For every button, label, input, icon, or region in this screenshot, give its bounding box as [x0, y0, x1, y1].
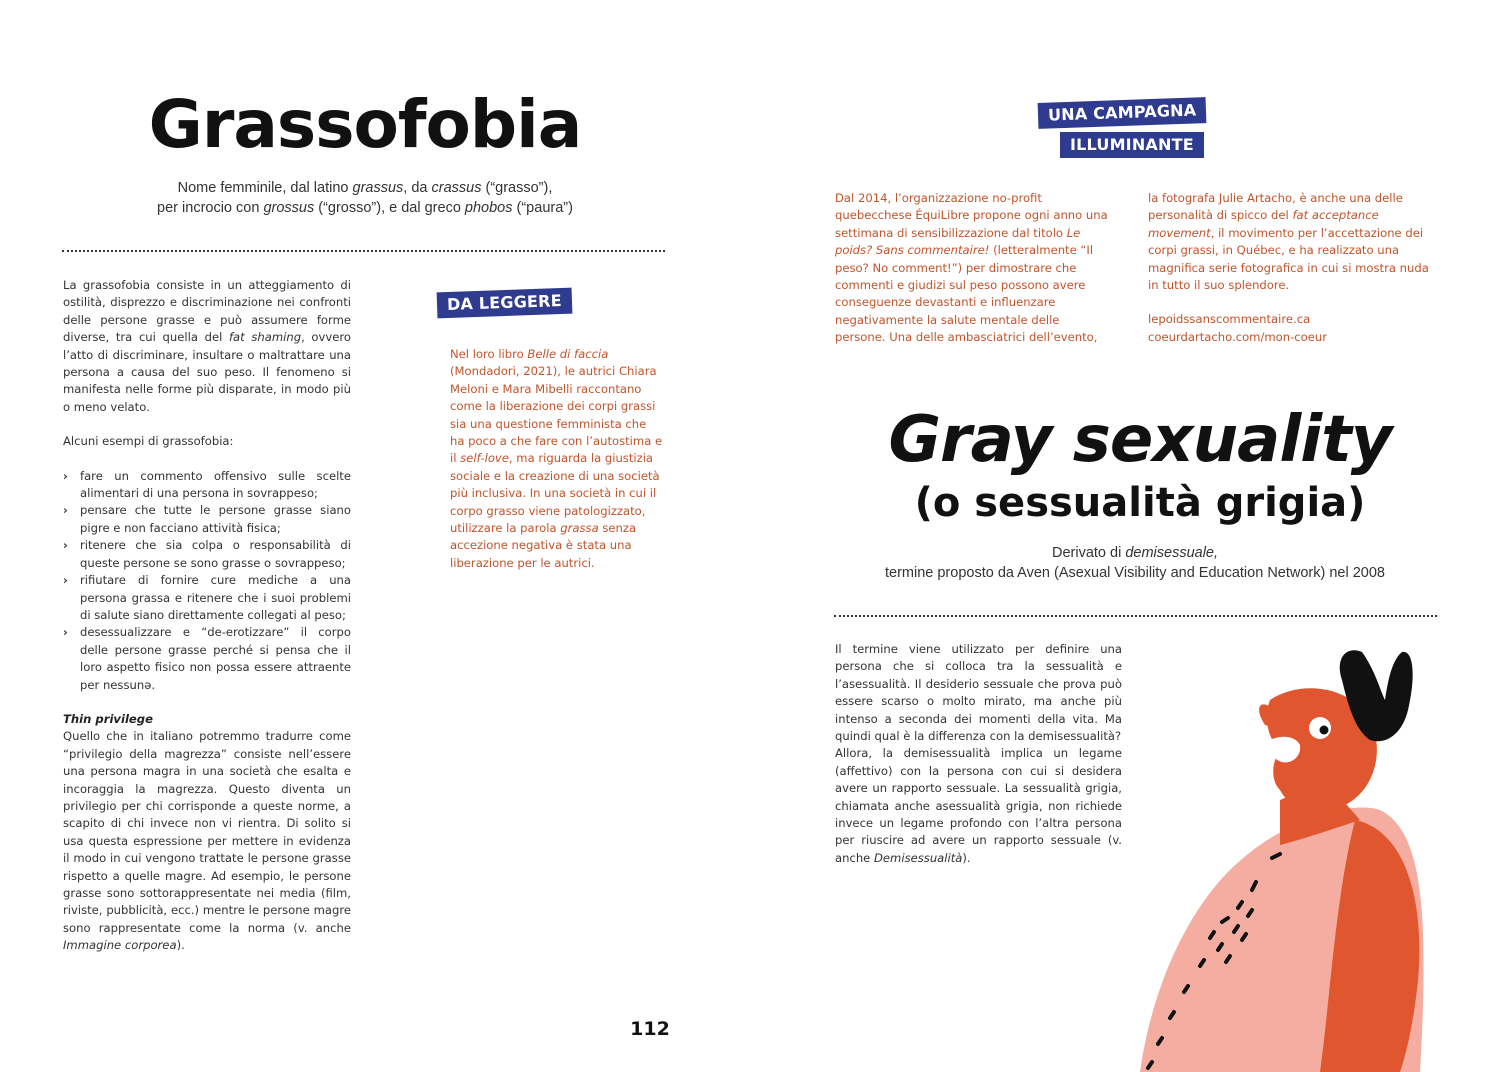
list-item: › fare un commento offensivo sulle scelte alimentari di una persona in sovrappeso;	[63, 468, 351, 501]
page-number: 112	[630, 1018, 670, 1040]
list-item: › pensare che tutte le persone grasse siano pigre e non facciano attività fisica;	[63, 503, 351, 535]
page-title-grassofobia: Grassofobia	[148, 86, 582, 163]
chevron-right-icon: ›	[63, 538, 68, 553]
figure-pupil	[1320, 726, 1329, 735]
campaign-column-2: la fotografa Julie Artacho, è anche una delle personalità di spicco del fat acceptance movement, il movimento per l’accettazione dei corpi grassi, in Québec, e ha realizzato una magnifica serie fotografica in cui si mostra nuda in tutto il suo splendore. lepoidssanscommentaire.ca coeurdartacho.com/mon-coeur	[1148, 190, 1433, 346]
campaign-link-2[interactable]: coeurdartacho.com/mon-coeur	[1148, 329, 1327, 344]
chevron-right-icon: ›	[63, 503, 68, 518]
list-item: › ritenere che sia colpa o responsabilità di queste persone se sono grasse o sovrappeso;	[63, 538, 351, 570]
page-title-gray-sexuality: Gray sexuality (o sessualità grigia)	[888, 403, 1392, 526]
examples-list	[63, 468, 351, 694]
campaign-column-1: Dal 2014, l’organizzazione no-profit quebecchese ÉquiLibre propone ogni anno una settimana di sensibilizzazione dal titolo Le poids? Sans commentaire! (letteralmente “Il peso? No comment!”) per dimostrare che commenti e giudizi sul peso possono avere conseguenze devastanti e influenzare negativamente la salute mentale delle persone. Una delle ambasciatrici dell’evento,	[835, 191, 1108, 345]
campaign-label-2: ILLUMINANTE	[1060, 132, 1204, 158]
chevron-right-icon: ›	[63, 468, 68, 483]
left-main-column	[63, 277, 351, 955]
chevron-right-icon: ›	[63, 625, 68, 640]
thin-privilege-heading: Thin privilege	[63, 711, 153, 726]
chevron-right-icon: ›	[63, 573, 68, 588]
examples-heading: Alcuni esempi di grassofobia:	[63, 434, 234, 449]
thin-privilege-paragraph: Quello che in italiano potremmo tradurre come “privilegio della magrezza” consiste nell’essere una persona magra in una società che esalta e incoraggia la magrezza. Questo diventa un privilegio per chi corrisponde a queste norme, a scapito di chi invece non vi rientra. Di solito si usa questa espressione per mettere in evidenza il modo in cui vengono trattate le persone grasse rispetto a quelle magre. Ad esempio, le persone grasse sono sottorappresentate nei media (film, riviste, pubblicità, ecc.) mentre le persone magre sono rappresentate come la norma (v. anche Immagine corporea).	[63, 729, 351, 953]
illustration-figure	[1130, 640, 1430, 1072]
list-item: › rifiutare di fornire cure mediche a una persona grassa e ritenere che i suoi problemi di salute siano direttamente collegati al peso;	[63, 573, 351, 622]
campaign-label-1: UNA CAMPAGNA	[1038, 97, 1207, 129]
reading-label: DA LEGGERE	[437, 288, 573, 319]
divider	[62, 250, 665, 252]
derivation-subtitle: Derivato di demisessuale, termine proposto da Aven (Asexual Visibility and Education Network) nel 2008	[884, 545, 1385, 581]
campaign-link-1[interactable]: lepoidssanscommentaire.ca	[1148, 312, 1311, 327]
reading-box: Nel loro libro Belle di faccia (Mondadori, 2021), le autrici Chiara Meloni e Mara Mibelli raccontano come la liberazione dei corpi grassi sia una questione femminista che ha poco a che fare con l’autostima e il self-love, ma riguarda la giustizia sociale e la creazione di una società più inclusiva. In una società in cui il corpo grasso viene patologizzato, utilizzare la parola grassa senza accezione negativa è stata una liberazione per le autrici.	[450, 347, 663, 570]
intro-paragraph: La grassofobia consiste in un atteggiamento di ostilità, disprezzo e discriminazione nei confronti delle persone grasse e può assumere forme diverse, tra cui quella del fat shaming, ovvero l’atto di discriminare, insultare o maltrattare una persona a causa del suo peso. Il fenomeno si manifesta nelle forme più disparate, in modo più o meno velato.	[63, 278, 351, 414]
gray-sexuality-body: Il termine viene utilizzato per definire una persona che si colloca tra la sessualità e l’asessualità. Il desiderio sessuale che prova può essere scarso o molto mirato, ma anche più intenso a seconda dei momenti della vita. Ma quindi qual è la differenza con la demisessualità? Allora, la demisessualità implica un legame (affettivo) con la persona con cui si desidera avere un rapporto sessuale. La sessualità grigia, chiamata anche asessualità grigia, non richiede invece un legame profondo con l’altra persona per riuscire ad avere un rapporto sessuale (v. anche Demisessualità).	[835, 642, 1122, 865]
divider	[834, 615, 1437, 617]
list-item: › desessualizzare e “de-erotizzare” il corpo delle persone grasse perché si pensa che il loro aspetto fisico non possa essere attraente per nessunə.	[63, 625, 351, 692]
etymology: Nome femminile, dal latino grassus, da crassus (“grasso”), per incrocio con grossus (“grosso”), e dal greco phobos (“paura”)	[157, 180, 573, 216]
